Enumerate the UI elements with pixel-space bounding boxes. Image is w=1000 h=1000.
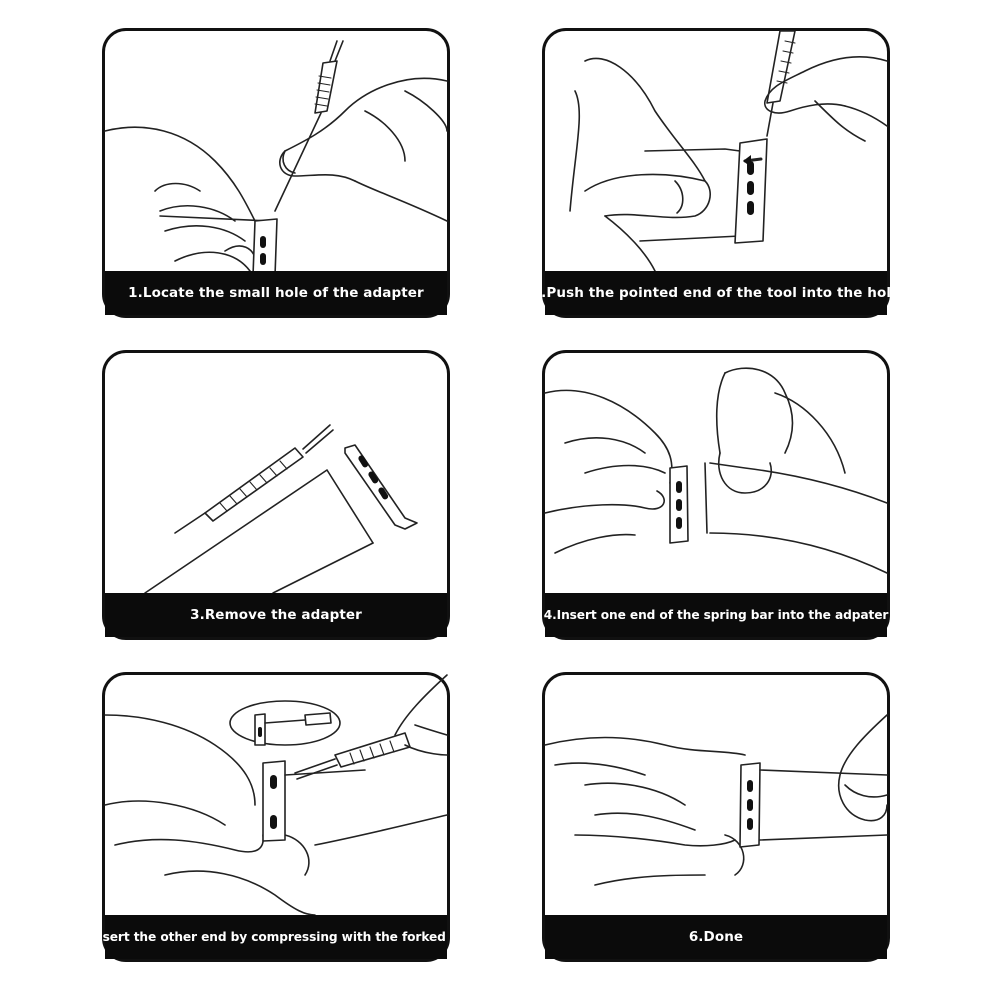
- step-5-illustration: [105, 675, 447, 915]
- step-1-panel: [102, 28, 450, 318]
- step-2-caption: 2.Push the pointed end of the tool into the hole: [545, 271, 887, 315]
- step-4-panel: [542, 350, 890, 640]
- step-3-illustration: [105, 353, 447, 593]
- step-6-panel: [542, 672, 890, 962]
- step-1-caption: 1.Locate the small hole of the adapter: [105, 271, 447, 315]
- step-1-illustration: [105, 31, 447, 271]
- step-4-caption: 4.Insert one end of the spring bar into the adpater: [545, 593, 887, 637]
- step-2-illustration: [545, 31, 887, 271]
- step-6-caption: 6.Done: [545, 915, 887, 959]
- step-6-illustration: [545, 675, 887, 915]
- step-5-panel: [76, 672, 476, 962]
- step-3-caption: 3.Remove the adapter: [105, 593, 447, 637]
- step-2-panel: [531, 28, 901, 318]
- step-5-caption: 5.Insert the other end by compressing with the forked end: [105, 915, 447, 959]
- step-3-panel: [102, 350, 450, 640]
- step-4-illustration: [545, 353, 887, 593]
